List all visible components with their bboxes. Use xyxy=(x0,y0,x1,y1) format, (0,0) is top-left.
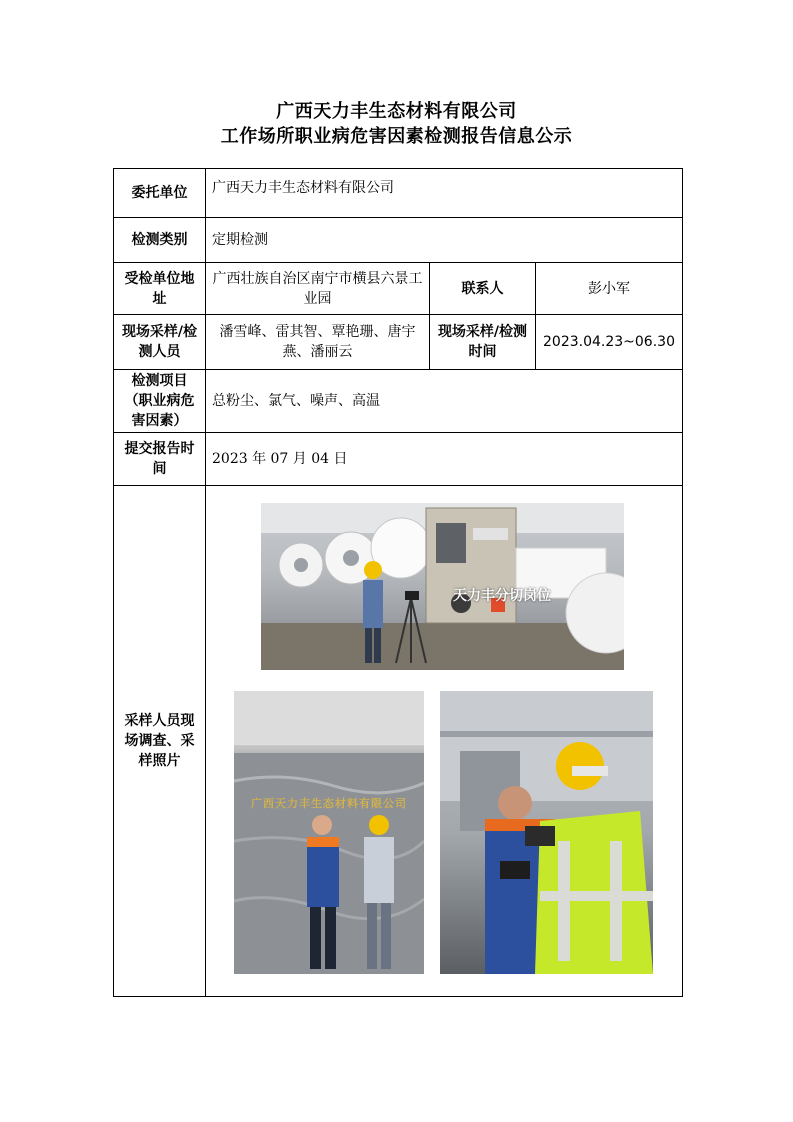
staff-value: 潘雪峰、雷其智、覃艳珊、唐宇燕、潘丽云 xyxy=(206,315,430,370)
document-subtitle: 工作场所职业病危害因素检测报告信息公示 xyxy=(220,126,573,147)
photo-slitting-station-graphic xyxy=(261,503,624,670)
row-photos xyxy=(114,486,683,997)
address-label: 受检单位地址 xyxy=(114,263,206,315)
address-value: 广西壮族自治区南宁市横县六景工业园 xyxy=(206,263,430,315)
time-value: 2023.04.23~06.30 xyxy=(536,315,683,370)
document-title: 广西天力丰生态材料有限公司 xyxy=(276,101,517,122)
photo-equipment-fitting xyxy=(440,691,653,974)
photo-caption: 天力丰分切岗位 xyxy=(453,588,551,604)
photo-equipment-fitting-graphic xyxy=(440,691,653,974)
report-date-label: 提交报告时间 xyxy=(114,433,206,486)
photos-label: 采样人员现场调查、采样照片 xyxy=(114,486,206,997)
row-staff xyxy=(114,315,683,370)
contact-label: 联系人 xyxy=(430,263,536,315)
photo-slitting-station xyxy=(261,503,624,670)
report-date-value: 2023 年 07 月 04 日 xyxy=(206,433,683,486)
row-items xyxy=(114,370,683,433)
items-label: 检测项目（职业病危害因素） xyxy=(114,370,206,433)
row-address xyxy=(114,263,683,315)
contact-value: 彭小军 xyxy=(536,263,683,315)
time-label: 现场采样/检测时间 xyxy=(430,315,536,370)
photo-company-wall xyxy=(234,691,424,974)
client-value: 广西天力丰生态材料有限公司 xyxy=(206,169,683,218)
category-value: 定期检测 xyxy=(206,218,683,263)
category-label: 检测类别 xyxy=(114,218,206,263)
items-value: 总粉尘、氯气、噪声、高温 xyxy=(206,370,683,433)
staff-label: 现场采样/检测人员 xyxy=(114,315,206,370)
row-client xyxy=(114,169,683,218)
row-report-date xyxy=(114,433,683,486)
info-table xyxy=(113,168,683,997)
photos-cell xyxy=(206,486,683,997)
row-category xyxy=(114,218,683,263)
wall-company-sign: 广西天力丰生态材料有限公司 xyxy=(251,797,407,810)
photo-company-wall-graphic xyxy=(234,691,424,974)
photo-area xyxy=(206,486,682,996)
client-label: 委托单位 xyxy=(114,169,206,218)
